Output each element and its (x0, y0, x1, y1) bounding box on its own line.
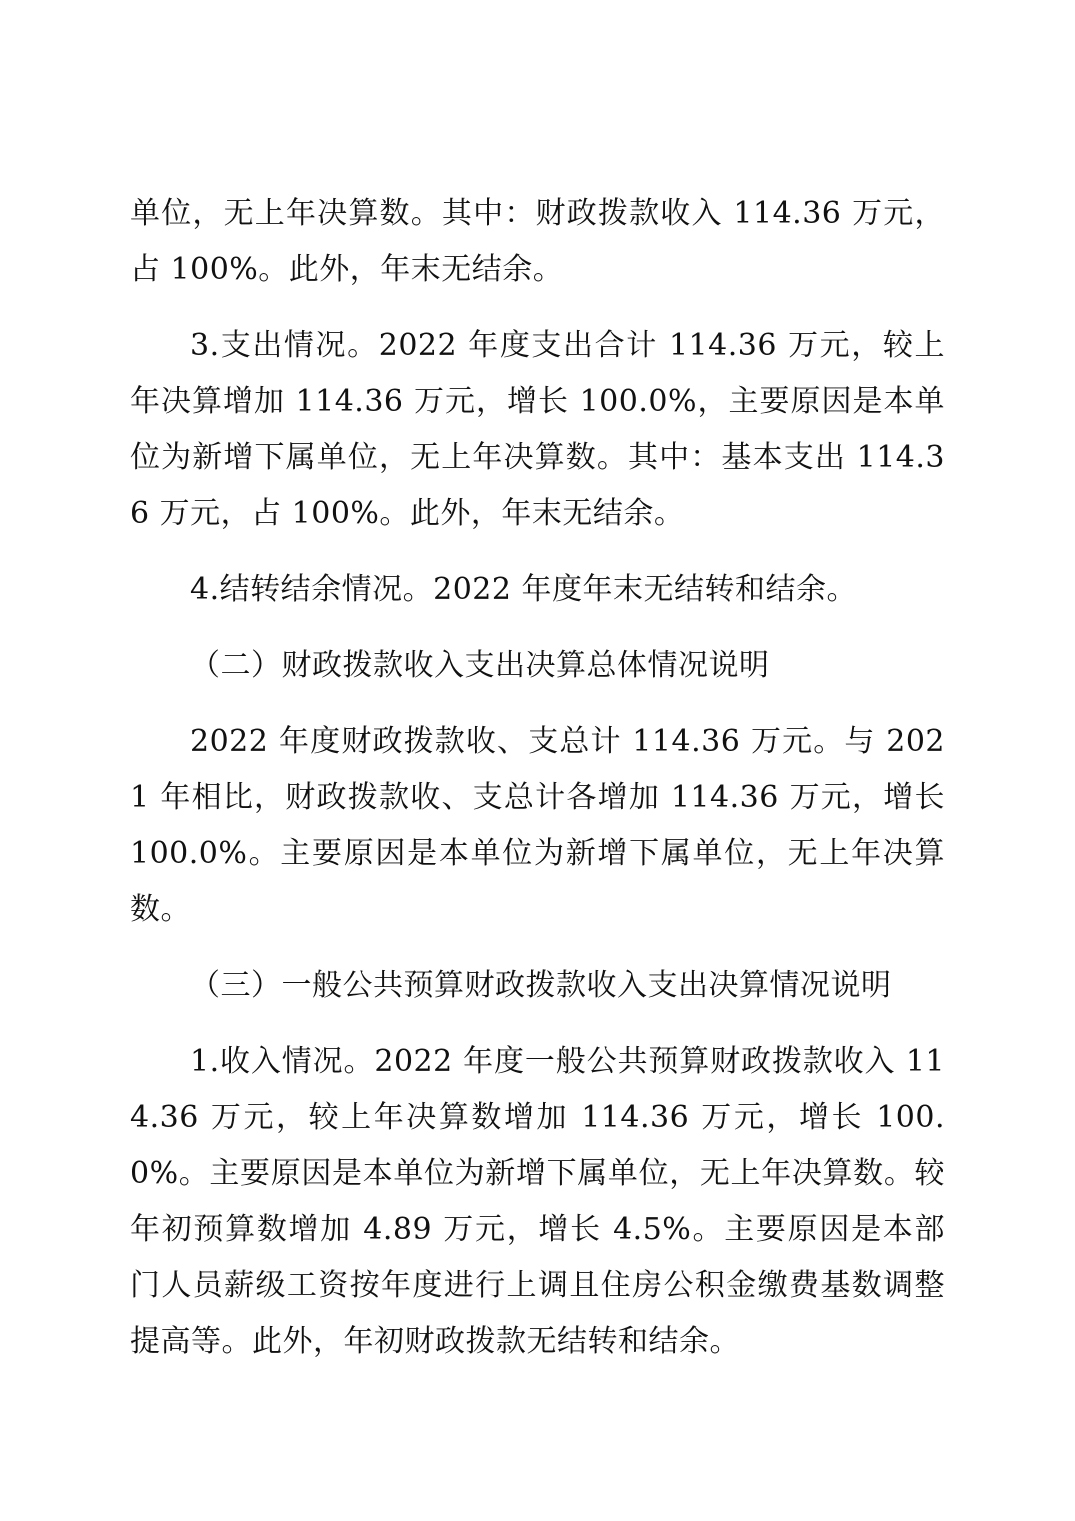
paragraph-carryover: 4.结转结余情况。2022 年度年末无结转和结余。 (190, 572, 858, 607)
section-heading-3: （三）一般公共预算财政拨款收入支出决算情况说明 (190, 968, 892, 1003)
section-heading-2: （二）财政拨款收入支出决算总体情况说明 (190, 648, 770, 683)
paragraph-fiscal-overview: 2022 年度财政拨款收、支总计 114.36 万元。与 2021 年相比，财政拨款收、支总计各增加 114.36 万元，增长 100.0%。主要原因是本单位为新增下属单位，无上年决算数。 (130, 724, 945, 927)
paragraph-general-budget-income: 1.收入情况。2022 年度一般公共预算财政拨款收入 114.36 万元，较上年决算数增加 114.36 万元，增长 100.0%。主要原因是本单位为新增下属单位，无上年决算数。较年初预算数增加 4.89 万元，增长 4.5%。主要原因是本部门人员薪级工资按年度进行上调且住房公积金缴费基数调整提高等。此外，年初财政拨款无结转和结余。 (130, 1044, 945, 1359)
document-page (130, 186, 945, 1370)
paragraph-income-continuation: 单位，无上年决算数。其中：财政拨款收入 114.36 万元，占 100%。此外，年末无结余。 (130, 196, 945, 287)
paragraph-expenditure: 3.支出情况。2022 年度支出合计 114.36 万元，较上年决算增加 114.36 万元，增长 100.0%，主要原因是本单位为新增下属单位，无上年决算数。其中：基本支出 114.36 万元，占 100%。此外，年末无结余。 (130, 328, 945, 531)
